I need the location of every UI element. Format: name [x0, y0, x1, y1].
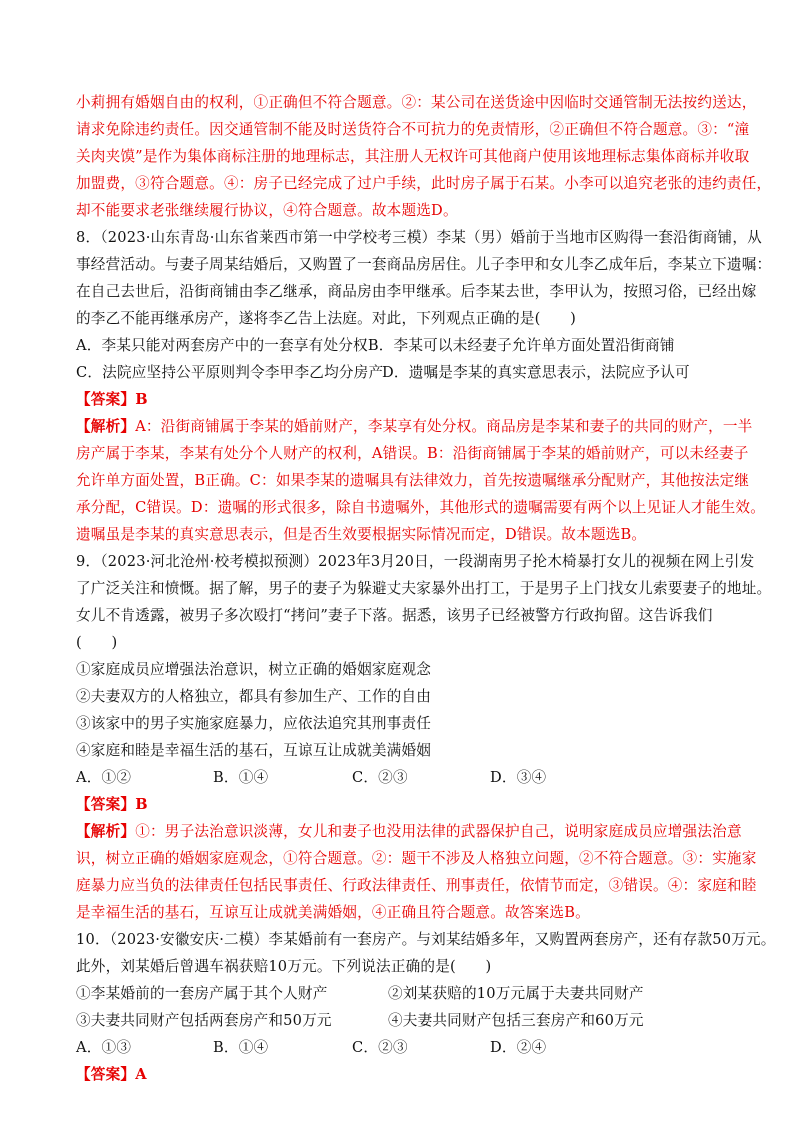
q9-stem-line: ( )	[76, 634, 118, 651]
q9-stem-line: 9．（2023·河北沧州·校考模拟预测）2023年3月20日，一段湖南男子抡木椅暴打女儿的视频在网上引发	[76, 553, 755, 570]
q9-explain-line: 是幸福生活的基石，互谅互让成就美满婚姻，④正确且符合题意。故答案选B。	[76, 904, 590, 921]
q8-stem-line: 8．（2023·山东青岛·山东省莱西市第一中学校考三模）李某（男）婚前于当地市区购得一套沿街商铺，从	[76, 229, 762, 246]
q10-answer	[76, 1065, 147, 1085]
q8-stem-line: 的李乙不能再继承房产，遂将李乙告上法庭。对此，下列观点正确的是( )	[76, 310, 576, 327]
q9-item: ③该家中的男子实施家庭暴力，应依法追究其刑事责任	[76, 715, 432, 732]
answer-tag: 【答案】	[76, 391, 136, 408]
q8-explain-line: 房产属于李某，李某有处分个人财产的权利，A错误。B：沿街商铺属于李某的婚前财产，可以未经妻子	[76, 445, 749, 462]
q9-item: ②夫妻双方的人格独立，都具有参加生产、工作的自由	[76, 688, 432, 705]
q9-option-c: C．②③	[352, 769, 408, 786]
answer-value: B	[135, 796, 148, 813]
q10-stem-line: 10．（2023·安徽安庆·二模）李某婚前有一套房产。与刘某结婚多年，又购置两套房产，还有存款50万元。	[76, 931, 776, 948]
q8-answer	[76, 390, 148, 410]
answer-value: A	[135, 1066, 147, 1083]
q7-explain-line: 关肉夹馍”是作为集体商标注册的地理标志，其注册人无权许可其他商户使用该地理标志集体商标并收取	[76, 148, 750, 165]
q7-explain-line: 小莉拥有婚姻自由的权利，①正确但不符合题意。②：某公司在送货途中因临时交通管制无法按约送达，	[76, 94, 757, 111]
q8-option-c: C．法院应坚持公平原则判令李甲李乙均分房产	[76, 364, 384, 381]
q8-stem-line: 在自己去世后，沿街商铺由李乙继承，商品房由李甲继承。后李某去世，李甲认为，按照习俗，已经出嫁	[76, 283, 757, 300]
explain-tag: 【解析】	[76, 418, 136, 435]
q9-stem-line: 了广泛关注和愤慨。据了解，男子的妻子为躲避丈夫家暴外出打工，于是男子上门找女儿索要妻子的地址。	[76, 580, 772, 597]
q9-option-d: D．③④	[490, 769, 547, 786]
q8-options-row: A．李某只能对两套房产中的一套享有处分权B．李某可以未经妻子允许单方面处置沿街商铺	[76, 337, 675, 354]
q8-explain-line	[76, 417, 752, 437]
q10-item: ④夫妻共同财产包括三套房产和60万元	[388, 1012, 644, 1029]
q8-option-d: D．遗嘱是李某的真实意思表示，法院应予认可	[382, 364, 690, 381]
explain-text: ①：男子法治意识淡薄，女儿和妻子也没用法律的武器保护自己，说明家庭成员应增强法治意	[135, 823, 742, 840]
q9-option-b: B．①④	[213, 769, 269, 786]
q9-explain-line	[76, 822, 742, 842]
q10-option-c: C．②③	[352, 1039, 408, 1056]
q10-item: ②刘某获赔的10万元属于夫妻共同财产	[388, 985, 644, 1002]
q9-item: ①家庭成员应增强法治意识，树立正确的婚姻家庭观念	[76, 661, 432, 678]
q8-explain-line: 遗嘱虽是李某的真实意思表示，但是否生效要根据实际情况而定，D错误。故本题选B。	[76, 526, 647, 543]
q10-option-b: B．①④	[213, 1039, 269, 1056]
answer-tag: 【答案】	[76, 796, 136, 813]
q9-explain-line: 庭暴力应当负的法律责任包括民事责任、行政法律责任、刑事责任，依情节而定，③错误。④：家庭和睦	[76, 877, 757, 894]
q8-explain-line: 承分配，C错误。D：遗嘱的形式很多，除自书遗嘱外，其他形式的遗嘱需要有两个以上见证人才能生效。	[76, 499, 765, 516]
q9-stem-line: 女儿不肯透露，被男子多次殴打“拷问”妻子下落。据悉，该男子已经被警方行政拘留。这告诉我们	[76, 607, 713, 624]
q10-option-a: A．①③	[76, 1039, 132, 1056]
q8-stem-line: 事经营活动。与妻子周某结婚后，又购置了一套商品房居住。儿子李甲和女儿李乙成年后，李某立下遗嘱：	[76, 256, 772, 273]
explain-tag: 【解析】	[76, 823, 136, 840]
q9-option-a: A．①②	[76, 769, 132, 786]
q9-explain-line: 识，树立正确的婚姻家庭观念，①符合题意。②：题干不涉及人格独立问题，②不符合题意。③：实施家	[76, 850, 757, 867]
q9-item: ④家庭和睦是幸福生活的基石，互谅互让成就美满婚姻	[76, 742, 432, 759]
answer-tag: 【答案】	[76, 1066, 136, 1083]
q10-item: ③夫妻共同财产包括两套房产和50万元	[76, 1012, 332, 1029]
q7-explain-line: 却不能要求老张继续履行协议，④符合题意。故本题选D。	[76, 202, 458, 219]
answer-value: B	[135, 391, 148, 408]
q7-explain-line: 请求免除违约责任。因交通管制不能及时送货符合不可抗力的免责情形，②正确但不符合题意。③：“潼	[76, 121, 750, 138]
explain-text: A：沿街商铺属于李某的婚前财产，李某享有处分权。商品房是李某和妻子的共同的财产，一半	[135, 418, 753, 435]
q10-option-d: D．②④	[490, 1039, 547, 1056]
q9-answer	[76, 795, 148, 815]
q10-item: ①李某婚前的一套房产属于其个人财产	[76, 985, 328, 1002]
q8-explain-line: 允许单方面处置，B正确。C：如果李某的遗嘱具有法律效力，首先按遗嘱继承分配财产，其他按法定继	[76, 472, 750, 489]
q7-explain-line: 加盟费，③符合题意。④：房子已经完成了过户手续，此时房子属于石某。小李可以追究老张的违约责任，	[76, 175, 772, 192]
q10-stem-line: 此外，刘某婚后曾遇车祸获赔10万元。下列说法正确的是( )	[76, 958, 492, 975]
